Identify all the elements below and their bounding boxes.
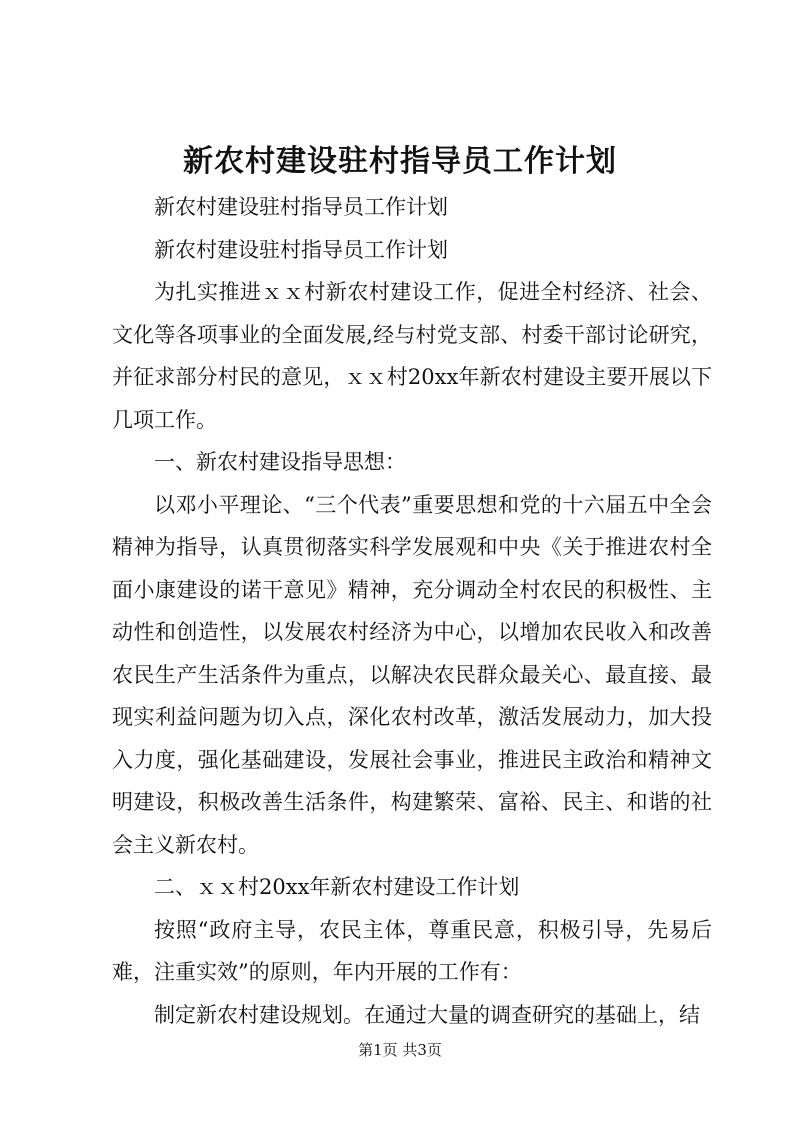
document-title: 新农村建设驻村指导员工作计划 bbox=[183, 144, 617, 179]
paragraph-guiding-thought: 以邓小平理论、“三个代表”重要思想和党的十六届五中全会精神为指导，认真贯彻落实科学发展观和中央《关于推进农村全面小康建设的诺干意见》精神，充分调动全村农民的积极性、主动性和创造性，以发展农村经济为中心，以增加农民收入和改善农民生产生活条件为重点，以解决农民群众最关心、最直接、最现实利益问题为切入点，深化农村改革，激活发展动力，加大投入力度，强化基础建设，发展社会事业，推进民主政治和精神文明建设，积极改善生活条件，构建繁荣、富裕、民主、和谐的社会主义新农村。 bbox=[112, 492, 712, 857]
paragraph-subtitle-2: 新农村建设驻村指导员工作计划 bbox=[154, 237, 448, 262]
paragraph-intro: 为扎实推进ｘｘ村新农村建设工作，促进全村经济、社会、文化等各项事业的全面发展,经与村党支部、村委干部讨论研究，并征求部分村民的意见，ｘｘ村20xx年新农村建设主要开展以下几项工作。 bbox=[112, 280, 712, 432]
paragraph-principles: 按照“政府主导，农民主体，尊重民意，积极引导，先易后难，注重实效”的原则，年内开展的工作有： bbox=[112, 917, 712, 984]
section-heading-2: 二、ｘｘ村20xx年新农村建设工作计划 bbox=[154, 875, 520, 899]
section-heading-1: 一、新农村建设指导思想： bbox=[154, 450, 406, 474]
paragraph-subtitle-1: 新农村建设驻村指导员工作计划 bbox=[154, 195, 448, 219]
document-body bbox=[112, 186, 712, 1036]
page-number-footer: 第1页 共3页 bbox=[358, 1041, 442, 1059]
paragraph-planning: 制定新农村建设规划。在通过大量的调查研究的基础上，结 bbox=[154, 1002, 700, 1027]
